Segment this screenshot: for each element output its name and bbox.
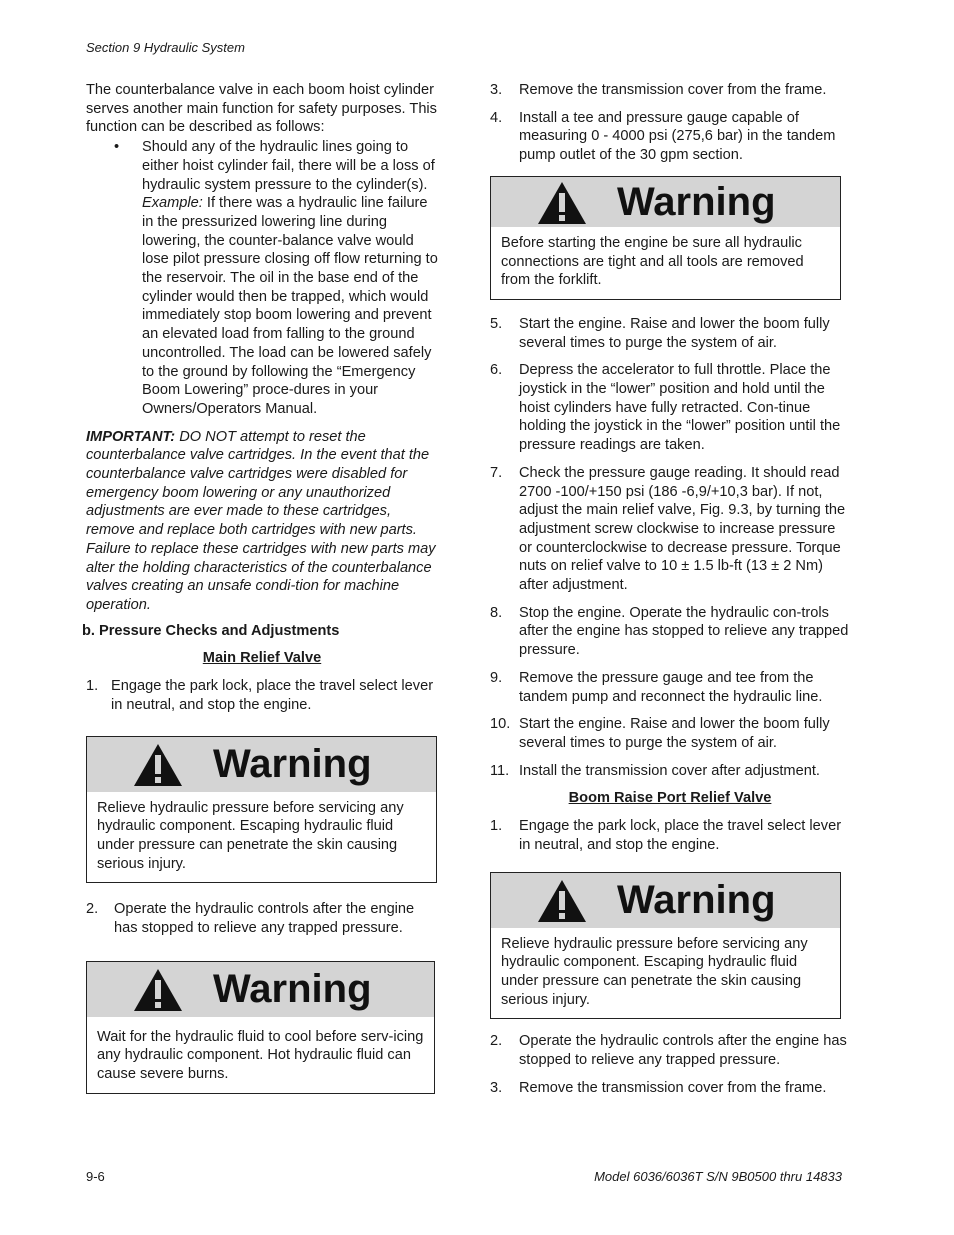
step-text: Install a tee and pressure gauge capable of measuring 0 - 4000 psi (275,6 bar) in the tandem pump outlet of the 30 gpm section. (519, 109, 836, 164)
step-text: Remove the transmission cover from the frame. (519, 1079, 827, 1096)
warning-triangle-icon (133, 968, 183, 1012)
warning-triangle-icon (133, 743, 183, 787)
running-header: Section 9 Hydraulic System (86, 40, 245, 55)
step-text: Install the transmission cover after adjustment. (519, 762, 820, 779)
bullet-example-label: Example: (142, 195, 203, 212)
warning-title: Warning (213, 966, 372, 1011)
step-item (490, 817, 850, 854)
steps-group-b (490, 315, 850, 780)
page-number: 9-6 (86, 1169, 105, 1184)
step-item (490, 1079, 850, 1098)
warning-triangle-icon (537, 879, 587, 923)
step-item (490, 1032, 850, 1069)
warning-box (490, 176, 841, 300)
warning-header (491, 873, 840, 928)
warning-text: Relieve hydraulic pressure before servicing any hydraulic component. Escaping hydraulic fluid under pressure can penetrate the skin causing serious injury. (97, 799, 404, 872)
step-number: 7. (490, 464, 503, 481)
warning-box (86, 961, 435, 1094)
step-item (490, 604, 850, 660)
warning-triangle-icon (537, 181, 587, 225)
step-item (490, 109, 850, 165)
subsection-heading: b. Pressure Checks and Adjustments (82, 622, 340, 639)
step-item (490, 464, 850, 595)
step-text: Engage the park lock, place the travel select lever in neutral, and stop the engine. (519, 818, 842, 853)
warning-header (87, 962, 434, 1017)
step-number: 9. (490, 669, 503, 686)
warning-text: Before starting the engine be sure all hydraulic connections are tight and all tools are removed from the forklift. (501, 234, 804, 289)
warning-text: Wait for the hydraulic fluid to cool before serv-icing any hydraulic component. Hot hydraulic fluid can cause severe burns. (97, 1028, 424, 1083)
step-text: Stop the engine. Operate the hydraulic con-trols after the engine has stopped to relieve any trapped pressure. (519, 604, 849, 659)
step-number: 1. (490, 818, 503, 835)
step-item (490, 715, 850, 752)
step-text: Depress the accelerator to full throttle. Place the joystick in the “lower” position and hold until the hoist cylinders have fully retracted. Con-tinue holding the joystick in the “lower” position until the pressure readings are taken. (519, 362, 841, 454)
steps-group-a (490, 81, 850, 165)
steps-group-d (490, 1032, 850, 1097)
step-number: 2. (490, 1033, 503, 1050)
warning-header (491, 177, 840, 227)
warning-box (490, 872, 841, 1020)
step-item (86, 677, 438, 714)
intro-paragraph: The counterbalance valve in each boom hoist cylinder serves another main function for safety purposes. This function can be described as follows: (86, 82, 437, 136)
warning-text: Relieve hydraulic pressure before servicing any hydraulic component. Escaping hydraulic fluid under pressure can penetrate the skin causing serious injury. (501, 935, 808, 1008)
step-text: Start the engine. Raise and lower the boom fully several times to purge the system of air. (519, 315, 830, 351)
step-text: Operate the hydraulic controls after the engine has stopped to relieve any trapped pressure. (519, 1033, 847, 1069)
step-number: 1. (86, 678, 99, 695)
warning-header (87, 737, 436, 792)
model-footer: Model 6036/6036T S/N 9B0500 thru 14833 (594, 1169, 842, 1184)
step-text: Remove the pressure gauge and tee from the tandem pump and reconnect the hydraulic line. (519, 669, 823, 705)
step-text: Engage the park lock, place the travel select lever in neutral, and stop the engine. (111, 678, 434, 713)
step-number: 4. (490, 109, 503, 126)
step-number: 5. (490, 315, 503, 332)
step-number: 11. (490, 762, 510, 779)
step-number: 3. (490, 82, 503, 98)
step-number: 2. (86, 901, 99, 918)
important-label: IMPORTANT: (86, 428, 176, 445)
warning-title: Warning (213, 741, 372, 786)
bullet-item (86, 138, 438, 419)
step-item (490, 762, 850, 781)
step-number: 8. (490, 604, 503, 621)
important-text: DO NOT attempt to reset the counterbalance valve cartridges. In the event that the counterbalance valve cartridges were disabled for emergency boom lowering or any unauthorized adjustments are ever made to these cartridges, remove and replace both cartridges with new parts. Failure to replace these cartridges with new parts may alter the holding characteristics of the counterbalance valves creating an unsafe condi-tion for machine operation. (86, 428, 436, 613)
step-item (490, 669, 850, 706)
warning-title: Warning (617, 877, 776, 922)
step-text: Remove the transmission cover from the frame. (519, 82, 827, 98)
step-item (490, 315, 850, 352)
left-column (82, 81, 438, 1094)
step-item (490, 361, 850, 455)
step-number: 3. (490, 1079, 503, 1096)
bullet-text-b: If there was a hydraulic line failure in the pressurized lowering line during lowering, the counter-balance valve would lose pilot pressure closing off flow returning to the reservoir. The oil in the base end of the cylinder would then be trapped, which would immediately stop boom lowering and prevent an elevated load from falling to the ground uncontrolled. The load can be lowered safely to the ground by following the “Emergency Boom Lowering” proce-dures in your Owners/Operators Manual. (142, 195, 438, 417)
step-item (86, 900, 438, 937)
important-note (86, 428, 438, 615)
warning-title: Warning (617, 179, 776, 224)
step-number: 6. (490, 362, 503, 379)
bullet-text-a: Should any of the hydraulic lines going to either hoist cylinder fail, there will be a loss of hydraulic system pressure to the cylinder(s). (142, 139, 435, 193)
boom-raise-relief-heading: Boom Raise Port Relief Valve (568, 790, 772, 807)
right-column (490, 81, 850, 1097)
step-number: 10. (490, 716, 511, 733)
main-relief-valve-heading: Main Relief Valve (202, 650, 322, 667)
step-text: Check the pressure gauge reading. It should read 2700 -100/+150 psi (186 -6,9/+10,3 bar). If not, adjust the main relief valve, Fig. 9.3, by turning the adjustment screw clockwise to increase pressure or counterclockwise to decrease pressure. Torque nuts on relief valve to 10 ± 1.5 lb-ft (13 ± 2 Nm) after adjustment. (519, 464, 846, 594)
step-text: Operate the hydraulic controls after the engine has stopped to relieve any trapped pressure. (114, 901, 415, 937)
warning-box (86, 736, 437, 884)
bullet-dot: • (114, 139, 120, 156)
step-text: Start the engine. Raise and lower the boom fully several times to purge the system of air. (519, 716, 830, 751)
step-item (490, 81, 850, 100)
